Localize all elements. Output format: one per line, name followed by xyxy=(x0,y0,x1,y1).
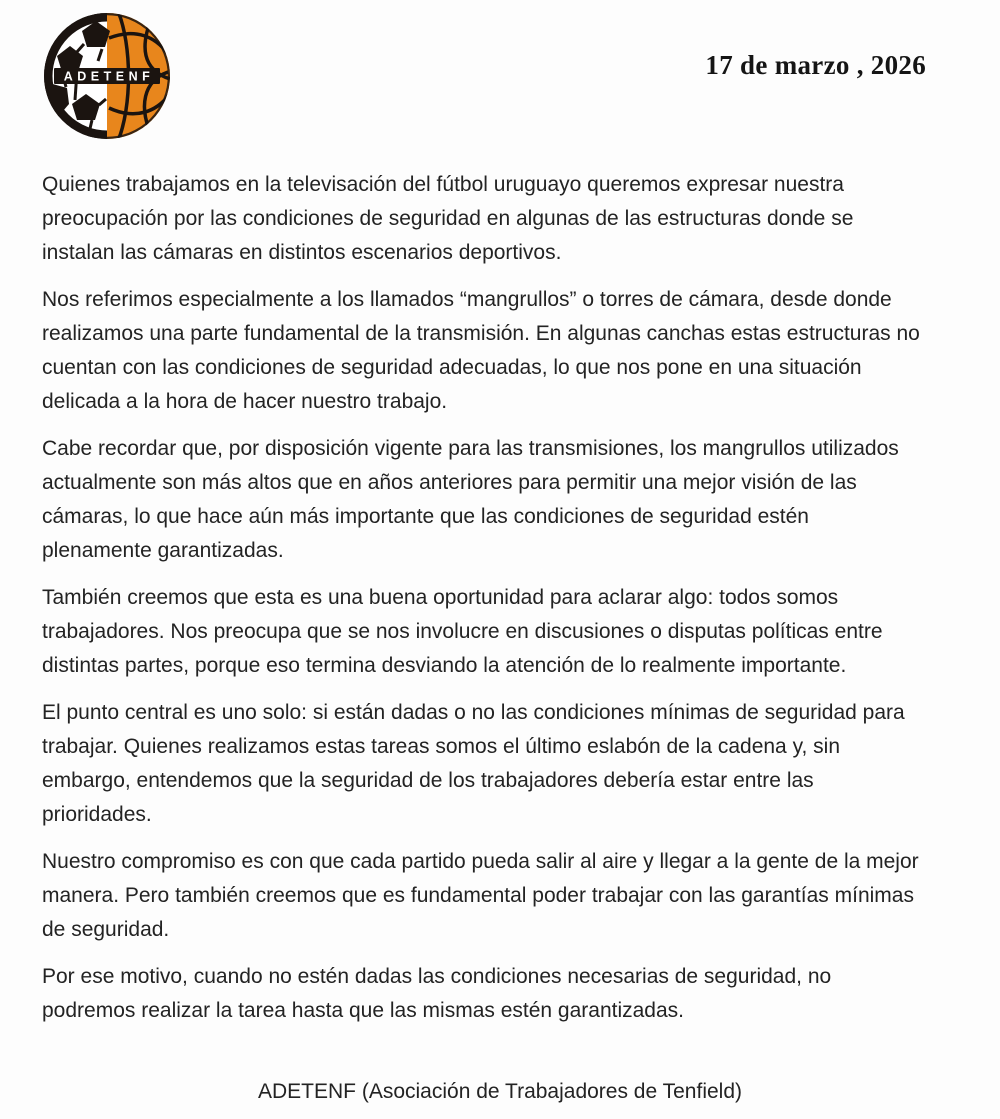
paragraph: El punto central es uno solo: si están dadas o no las condiciones mínimas de seguridad para trabajar. Quienes realizamos estas tareas somos el último eslabón de la cadena y, sin embargo, entendemos que la seguridad de los trabajadores debería estar entre las prioridades. xyxy=(42,701,905,826)
paragraph: Por ese motivo, cuando no estén dadas las condiciones necesarias de seguridad, no podremos realizar la tarea hasta que las mismas estén garantizadas. xyxy=(42,965,832,1022)
paragraph: Quienes trabajamos en la televisación del fútbol uruguayo queremos expresar nuestra preocupación por las condiciones de seguridad en algunas de las estructuras donde se instalan las cámaras en distintos escenarios deportivos. xyxy=(42,173,854,264)
paragraph: También creemos que esta es una buena oportunidad para aclarar algo: todos somos trabajadores. Nos preocupa que se nos involucre en discusiones o disputas políticas entre distintas partes, porque eso termina desviando la atención de lo realmente importante. xyxy=(42,586,883,677)
paragraph: Cabe recordar que, por disposición vigente para las transmisiones, los mangrullos utilizados actualmente son más altos que en años anteriores para permitir una mejor visión de las cámaras, lo que hace aún más importante que las condiciones de seguridad estén plenamente garantizadas. xyxy=(42,437,899,562)
paragraph: Nos referimos especialmente a los llamados “mangrullos” o torres de cámara, desde donde realizamos una parte fundamental de la transmisión. En algunas canchas estas estructuras no cuentan con las condiciones de seguridad adecuadas, lo que nos pone en una situación delicada a la hora de hacer nuestro trabajo. xyxy=(42,288,920,413)
letter-header xyxy=(0,0,1000,152)
letter-date: 17 de marzo , 2026 xyxy=(705,50,926,80)
logo-banner-text: ADETENF xyxy=(63,69,155,84)
paragraph: Nuestro compromiso es con que cada partido pueda salir al aire y llegar a la gente de la mejor manera. Pero también creemos que es fundamental poder trabajar con las garantías mínimas de seguridad. xyxy=(42,850,919,941)
letter-footer xyxy=(0,1080,1000,1104)
letter-body xyxy=(0,152,1000,1028)
adetenf-logo xyxy=(39,8,175,144)
signature: ADETENF (Asociación de Trabajadores de Tenfield) xyxy=(257,1080,742,1103)
